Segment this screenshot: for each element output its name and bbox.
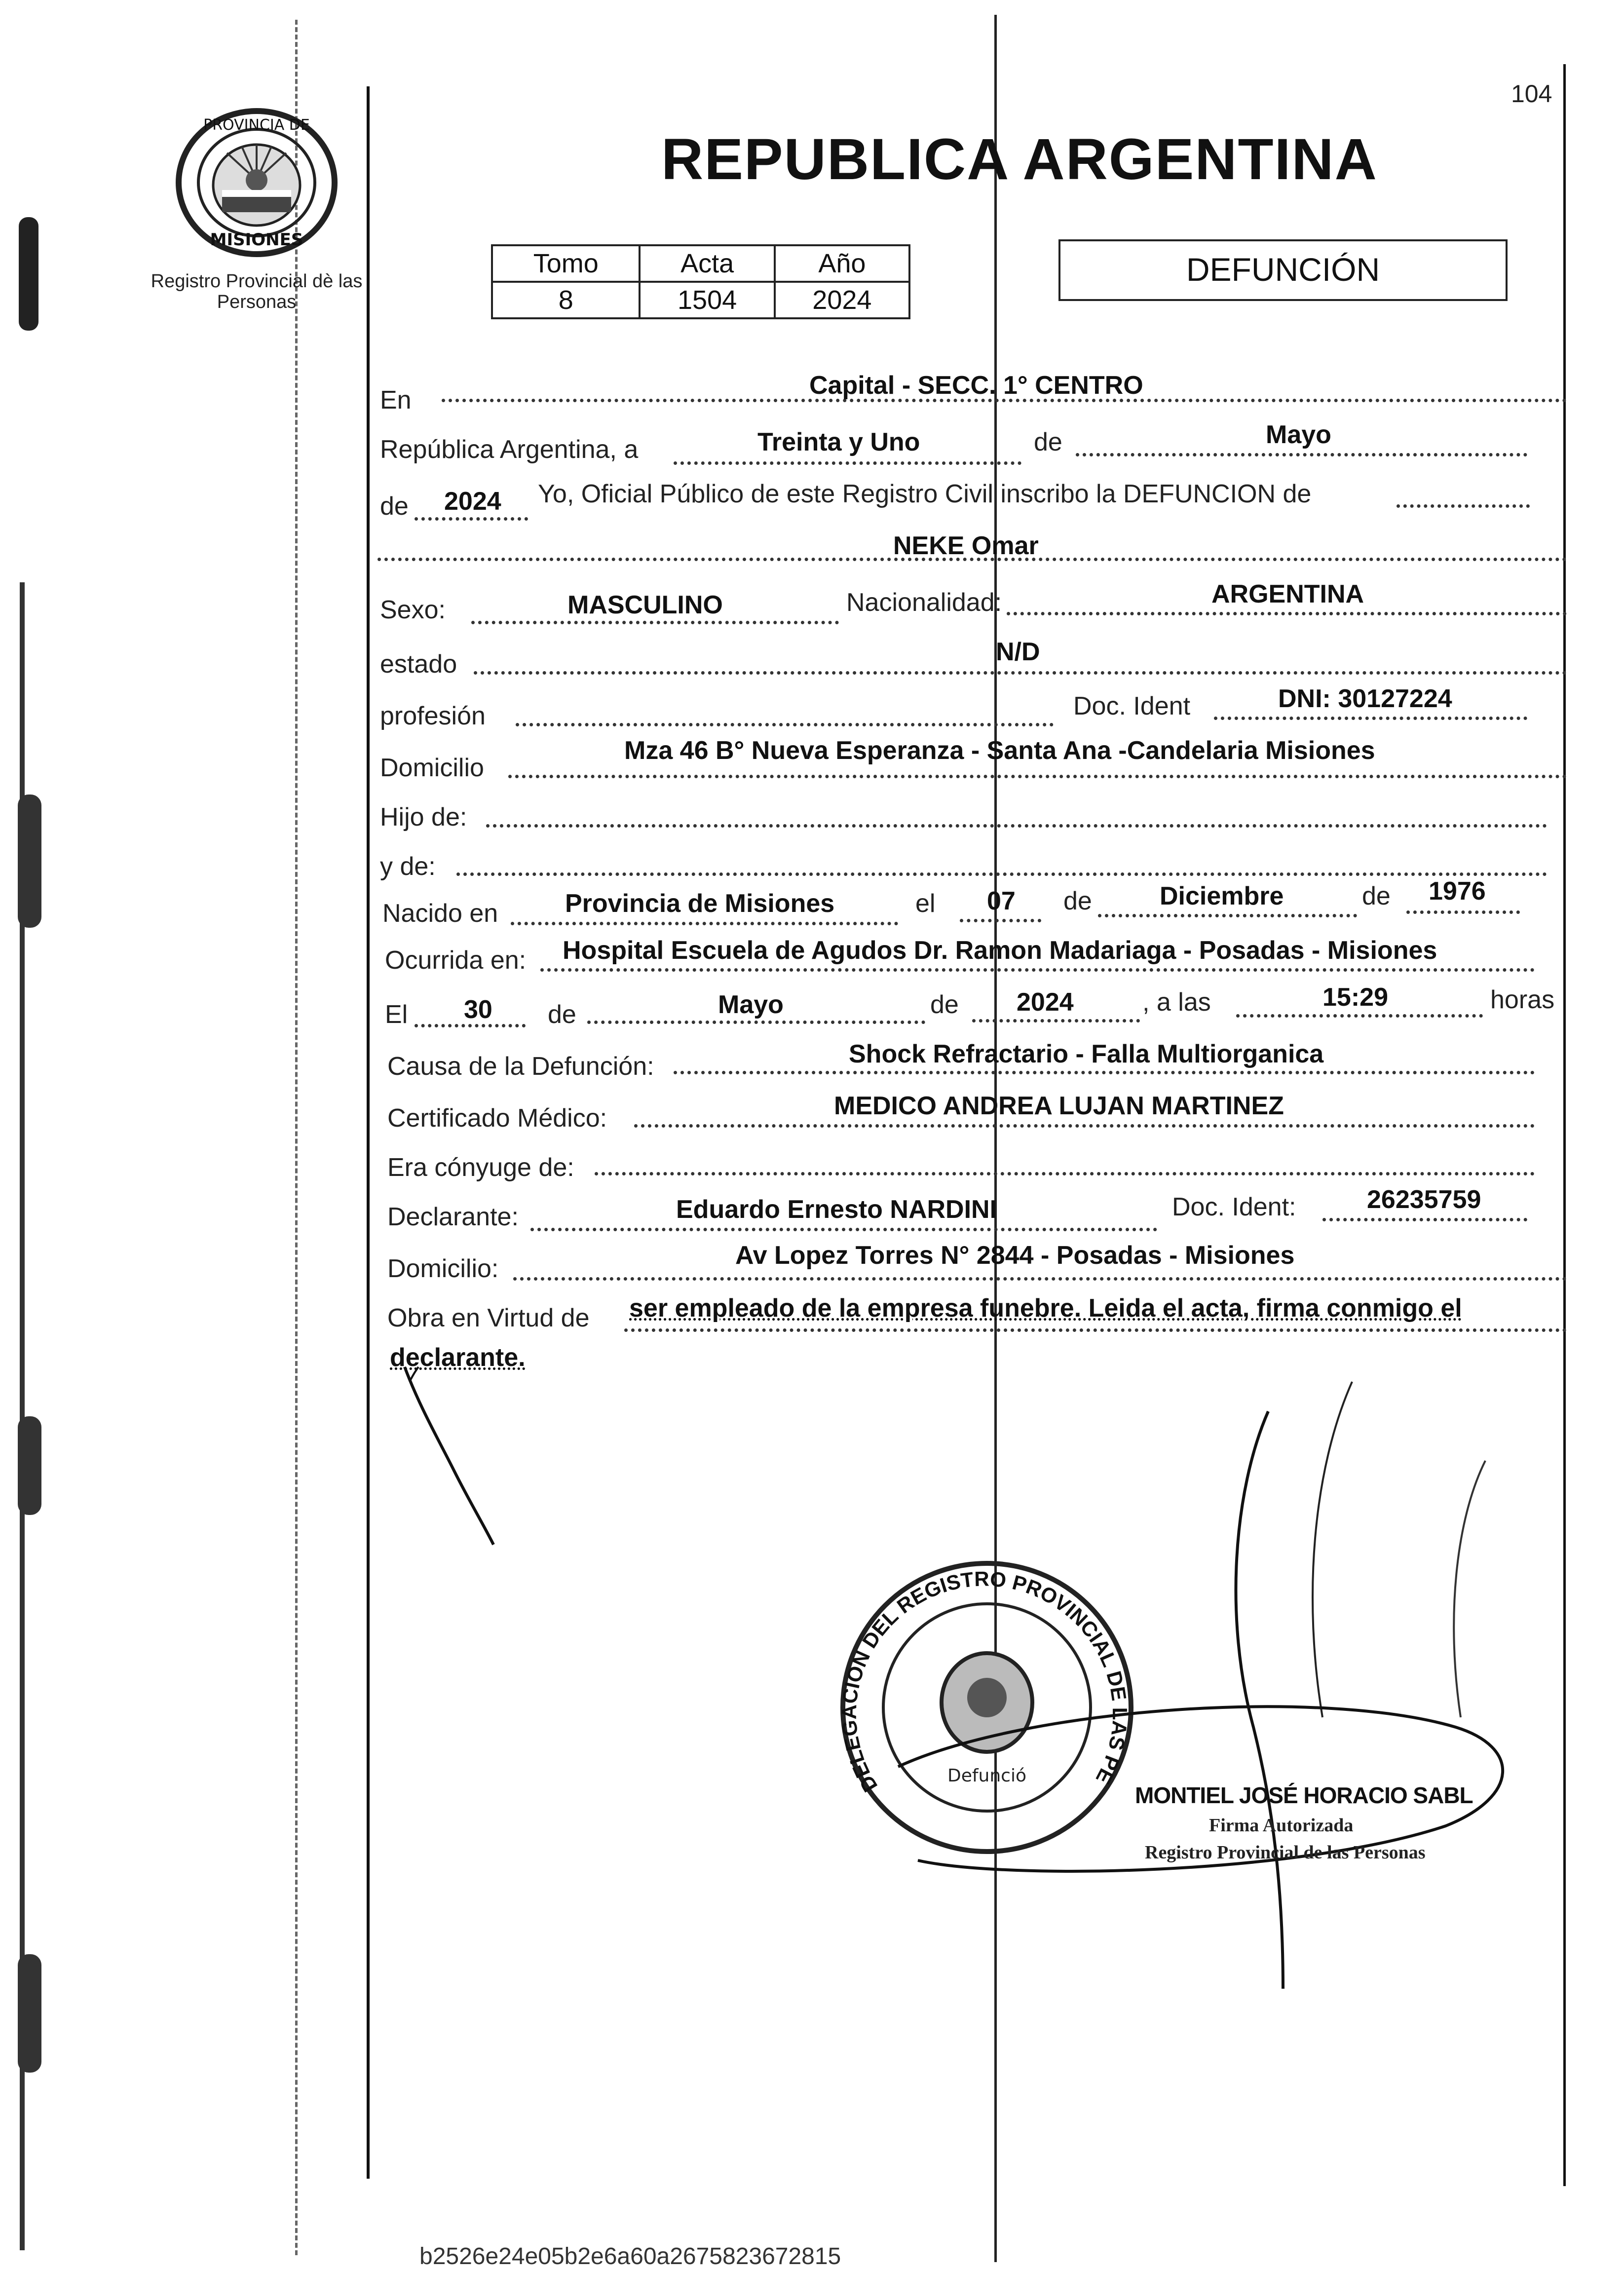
decl-doc-label: Doc. Ident:: [1172, 1193, 1296, 1221]
nac-de-label: de: [1063, 887, 1092, 915]
en-label: En: [380, 386, 412, 415]
fall-mes-value: Mayo: [718, 990, 784, 1019]
nacionalidad-label: Nacionalidad:: [846, 588, 1002, 617]
decl-doc-value: 26235759: [1367, 1185, 1481, 1214]
estado-line: [474, 671, 1567, 675]
causa-value: Shock Refractario - Falla Multiorganica: [849, 1040, 1324, 1068]
republica-label: República Argentina, a: [380, 435, 639, 464]
conyuge-line: [595, 1172, 1535, 1175]
registry-header-anio: Año: [775, 245, 909, 282]
alas-label: , a las: [1142, 988, 1211, 1017]
declarante-value: Eduardo Ernesto NARDINI: [676, 1195, 997, 1224]
nac-mes-value: Diciembre: [1160, 882, 1284, 910]
decl-doc-line: [1322, 1218, 1527, 1221]
yde-label: y de:: [380, 852, 436, 881]
registry-header-row: [492, 245, 909, 282]
el2-label: El: [385, 1000, 408, 1029]
logo-caption: Registro Provincial dè las Personas: [151, 271, 363, 312]
horas-label: horas: [1490, 985, 1555, 1014]
stamp-inner-text: Defunció: [947, 1766, 1026, 1786]
profesion-line: [516, 723, 1054, 726]
yde-line: [456, 872, 1547, 876]
registry-header-tomo: Tomo: [492, 245, 640, 282]
causa-label: Causa de la Defunción:: [387, 1052, 654, 1081]
de-label: de: [1034, 428, 1062, 456]
declarante-label: Declarante:: [387, 1203, 519, 1231]
page-number: 104: [1511, 80, 1552, 108]
fall-de-label: de: [548, 1000, 576, 1029]
doc-ident-value: DNI: 30127224: [1278, 684, 1452, 713]
profesion-label: profesión: [380, 702, 486, 730]
certificado-value: MEDICO ANDREA LUJAN MARTINEZ: [834, 1092, 1284, 1120]
footer-hash-code: b2526e24e05b2e6a60a2675823672815: [419, 2243, 841, 2270]
left-punch-dashes: [295, 20, 298, 2255]
fall-mes-line: [587, 1021, 925, 1024]
ocurrida-line: [540, 968, 1535, 972]
nac-dia-line: [960, 919, 1041, 922]
nac-dia-value: 07: [987, 887, 1016, 915]
domicilio-label: Domicilio: [380, 754, 484, 782]
provincial-seal-logo: [173, 106, 340, 259]
nacido-value: Provincia de Misiones: [565, 889, 835, 918]
obra-value-2: declarante.: [390, 1343, 526, 1372]
obra-line: [624, 1328, 1567, 1332]
scan-mark-4: [18, 1954, 41, 2073]
document-title: REPUBLICA ARGENTINA: [661, 127, 1378, 192]
el-label: el: [915, 889, 936, 918]
sexo-line: [471, 621, 839, 624]
decl-domicilio-line: [513, 1277, 1567, 1281]
obra-value-1: ser empleado de la empresa funebre. Leida el acta, firma conmigo el: [629, 1294, 1462, 1323]
nac-mes-line: [1098, 914, 1357, 917]
fall-dia-value: 30: [464, 995, 492, 1024]
nombre-value: NEKE Omar: [893, 531, 1039, 560]
nac-anio-line: [1406, 910, 1520, 914]
hora-line: [1236, 1014, 1483, 1018]
domicilio-line: [508, 775, 1567, 778]
logo-ring-top: PROVINCIA DE: [203, 116, 310, 134]
fall-dia-line: [415, 1024, 526, 1027]
scan-mark-2: [18, 794, 41, 928]
registry-header-acta: Acta: [640, 245, 774, 282]
decl-domicilio-value: Av Lopez Torres N° 2844 - Posadas - Misiones: [735, 1241, 1295, 1270]
anio-value: 2024: [444, 487, 501, 516]
fall-de2-label: de: [930, 990, 959, 1019]
stamp-ring-text-path: DELEGACION DEL REGISTRO PROVINCIAL DE LAS PE: [837, 1567, 1132, 1796]
nacionalidad-value: ARGENTINA: [1211, 580, 1364, 608]
dia-value: Treinta y Uno: [757, 428, 920, 456]
sexo-label: Sexo:: [380, 596, 446, 624]
certificado-label: Certificado Médico:: [387, 1104, 607, 1133]
conyuge-label: Era cónyuge de:: [387, 1153, 574, 1182]
left-margin-rule: [367, 86, 370, 2179]
causa-line: [674, 1071, 1535, 1074]
sexo-value: MASCULINO: [567, 591, 723, 619]
nacido-line: [511, 922, 898, 925]
en-value: Capital - SECC. 1° CENTRO: [809, 371, 1143, 400]
oficial-line: [1397, 504, 1530, 508]
obra-label: Obra en Virtud de: [387, 1304, 590, 1332]
certificado-line: [634, 1124, 1535, 1128]
registry-value-acta: 1504: [640, 282, 774, 318]
hora-value: 15:29: [1322, 983, 1388, 1012]
registry-table: [491, 244, 910, 319]
hijo-label: Hijo de:: [380, 803, 467, 832]
scan-mark-1: [19, 217, 38, 331]
ocurrida-value: Hospital Escuela de Agudos Dr. Ramon Madariaga - Posadas - Misiones: [563, 936, 1437, 965]
registry-value-anio: 2024: [775, 282, 909, 318]
ocurrida-label: Ocurrida en:: [385, 946, 527, 975]
fall-anio-line: [972, 1019, 1140, 1022]
anio-line: [415, 517, 528, 521]
dia-line: [674, 461, 1021, 465]
nac-anio-value: 1976: [1429, 877, 1486, 906]
declarant-signature: [395, 1362, 508, 1550]
registry-value-row: [492, 282, 909, 318]
mes-line: [1076, 453, 1527, 456]
declarante-line: [530, 1228, 1157, 1231]
estado-value: N/D: [996, 638, 1040, 666]
official-signature: [878, 1372, 1569, 2043]
nacido-label: Nacido en: [382, 899, 498, 928]
mes-value: Mayo: [1266, 420, 1331, 449]
de2-label: de: [380, 492, 409, 521]
hijo-line: [486, 824, 1547, 828]
doc-ident-label: Doc. Ident: [1073, 692, 1191, 720]
official-role: Firma Autorizada: [1209, 1815, 1354, 1836]
domicilio-value: Mza 46 B° Nueva Esperanza - Santa Ana -Candelaria Misiones: [624, 736, 1375, 765]
nacionalidad-line: [1007, 612, 1567, 615]
decl-domicilio-label: Domicilio:: [387, 1254, 499, 1283]
estado-label: estado: [380, 650, 457, 679]
oficial-text: Yo, Oficial Público de este Registro Civil inscribo la DEFUNCION de: [538, 480, 1312, 508]
nac-de2-label: de: [1362, 882, 1391, 910]
document-type-box: DEFUNCIÓN: [1058, 239, 1508, 301]
official-org: Registro Provincial de las Personas: [1145, 1842, 1426, 1863]
official-name: MONTIEL JOSÉ HORACIO SABL: [1135, 1782, 1473, 1808]
registry-value-tomo: 8: [492, 282, 640, 318]
scan-mark-3: [18, 1416, 41, 1515]
logo-ring-bottom: MISIONES: [210, 230, 303, 250]
doc-ident-line: [1214, 717, 1527, 720]
fall-anio-value: 2024: [1017, 988, 1074, 1017]
